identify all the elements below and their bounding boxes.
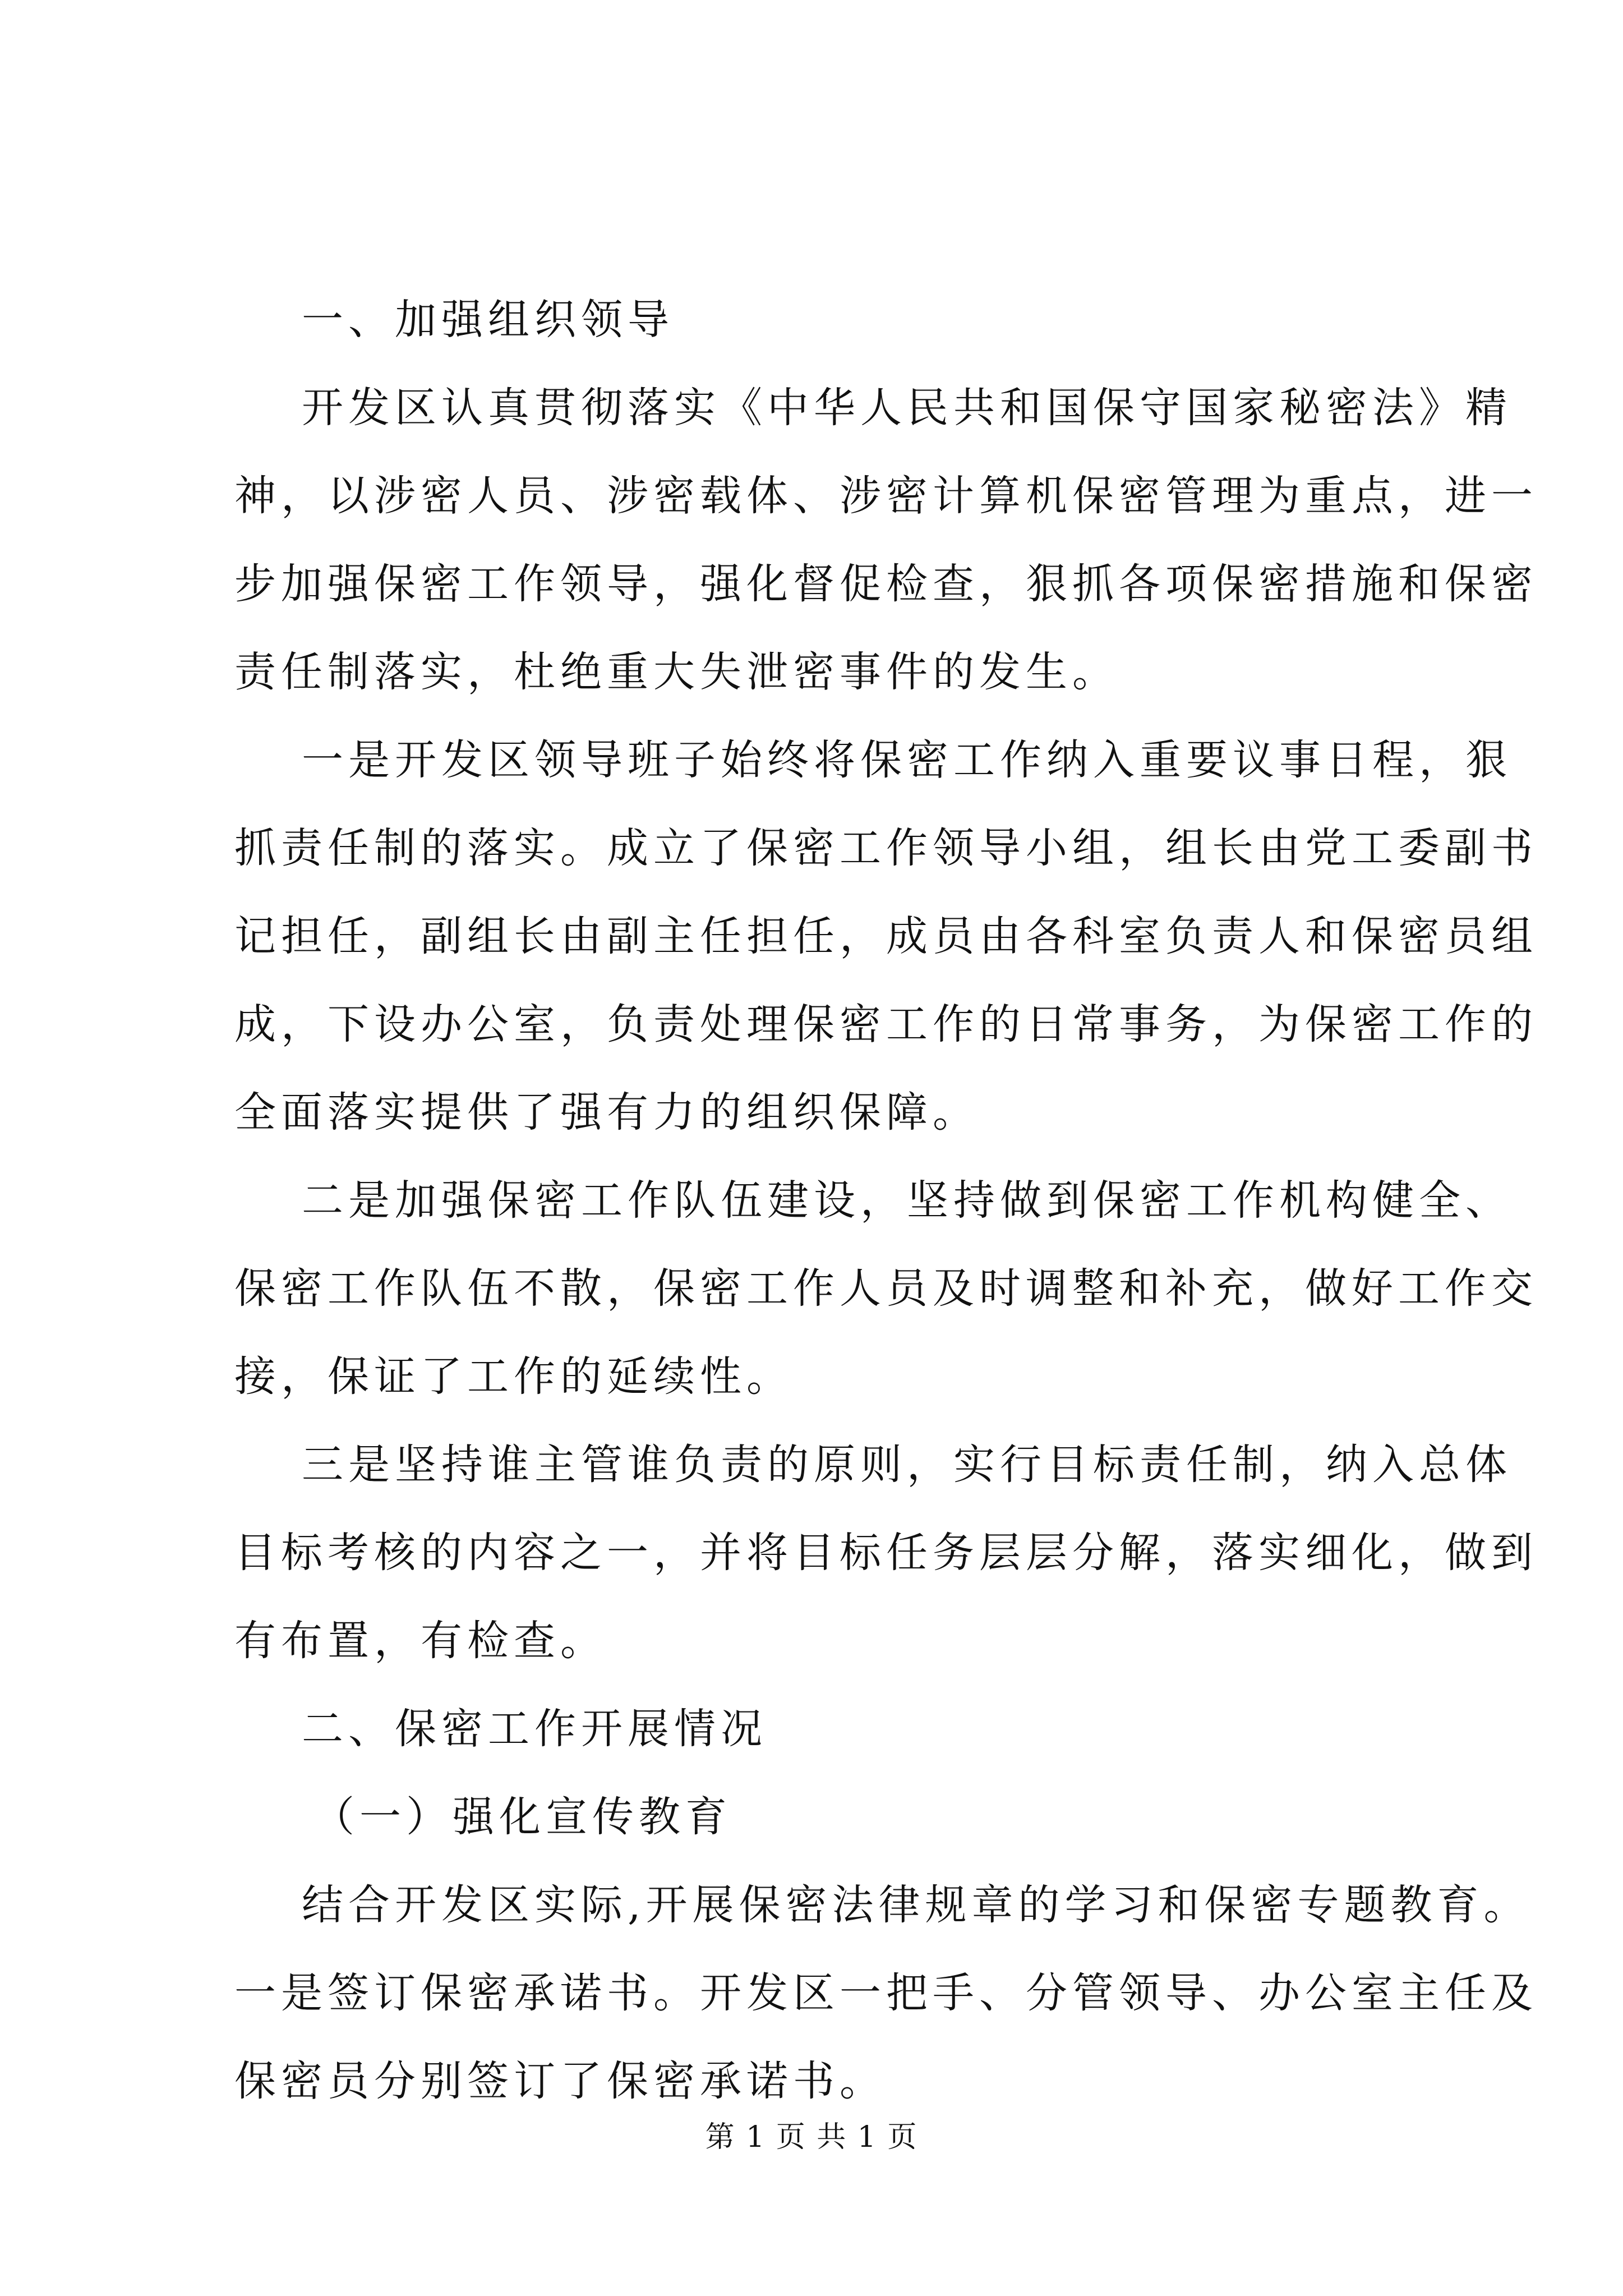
paragraph-line: 步加强保密工作领导，强化督促检查，狠抓各项保密措施和保密 bbox=[234, 560, 1538, 608]
paragraph-line: 一是签订保密承诺书。开发区一把手、分管领导、办公室主任及 bbox=[234, 1969, 1538, 2017]
paragraph-line: 记担任，副组长由副主任担任，成员由各科室负责人和保密员组 bbox=[234, 912, 1538, 960]
paragraph-line: 全面落实提供了强有力的组织保障。 bbox=[234, 1088, 979, 1137]
paragraph-line: 成，下设办公室，负责处理保密工作的日常事务，为保密工作的 bbox=[234, 1000, 1538, 1048]
paragraph-line: 保密工作队伍不散，保密工作人员及时调整和补充，做好工作交 bbox=[234, 1264, 1538, 1313]
paragraph-line: 结合开发区实际,开展保密法律规章的学习和保密专题教育。 bbox=[302, 1881, 1530, 1929]
paragraph-line: 责任制落实，杜绝重大失泄密事件的发生。 bbox=[234, 648, 1119, 696]
paragraph-line: 一是开发区领导班子始终将保密工作纳入重要议事日程，狠 bbox=[302, 736, 1512, 784]
section-heading-1: 一、加强组织领导 bbox=[302, 296, 674, 344]
section-heading-2: 二、保密工作开展情况 bbox=[302, 1705, 767, 1753]
paragraph-line: 开发区认真贯彻落实《中华人民共和国保守国家秘密法》精 bbox=[302, 384, 1512, 432]
paragraph-line: 抓责任制的落实。成立了保密工作领导小组，组长由党工委副书 bbox=[234, 824, 1538, 872]
paragraph-line: 目标考核的内容之一，并将目标任务层层分解，落实细化，做到 bbox=[234, 1529, 1538, 1577]
subsection-heading: （一）强化宣传教育 bbox=[313, 1793, 732, 1841]
paragraph-line: 有布置，有检查。 bbox=[234, 1617, 607, 1665]
page-footer: 第 1 页 共 1 页 bbox=[705, 2120, 918, 2154]
paragraph-line: 三是坚持谁主管谁负责的原则，实行目标责任制，纳入总体 bbox=[302, 1441, 1512, 1489]
paragraph-line: 保密员分别签订了保密承诺书。 bbox=[234, 2057, 886, 2105]
paragraph-line: 接，保证了工作的延续性。 bbox=[234, 1352, 793, 1401]
paragraph-line: 神，以涉密人员、涉密载体、涉密计算机保密管理为重点，进一 bbox=[234, 472, 1538, 520]
paragraph-line: 二是加强保密工作队伍建设，坚持做到保密工作机构健全、 bbox=[302, 1176, 1512, 1225]
